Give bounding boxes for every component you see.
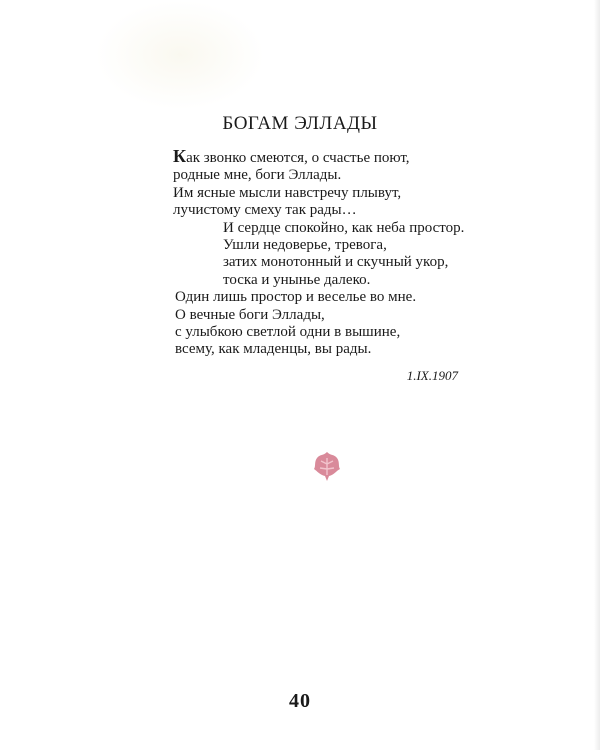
page-number: 40 [289,690,311,712]
poem-line-5: И сердце спокойно, как неба простор. [223,219,465,236]
poem-body [173,148,503,359]
poem-line-12: всему, как младенцы, вы рады. [175,341,372,358]
poem-line-1 [173,148,503,167]
poem-line-11: с улыбкою светлой одни в вышине, [175,324,401,341]
poem-date: 1.IX.1907 [406,368,458,383]
poem-line-3: Им ясные мысли навстречу плывут, [173,184,402,201]
page-bleed-through [95,0,265,110]
poem-line-9: Один лишь простор и веселье во мне. [175,289,417,306]
poem-line-7: затих монотонный и скучный укор, [223,254,449,271]
leaf-ornament-icon [312,450,342,482]
poem-line-6: Ушли недоверье, тревога, [223,237,387,254]
poem-line-10: О вечные боги Эллады, [175,306,325,323]
poem-line-8: тоска и унынье далеко. [223,271,371,288]
drop-cap: К [173,146,187,166]
poem-line-4: лучистому смеху так рады… [173,202,357,219]
poem-line-text: ак звонко смеются, о счастье поют, [186,150,410,166]
poem-title: БОГАМ ЭЛЛАДЫ [222,113,378,134]
poem-line-2: родные мне, боги Эллады. [173,167,342,184]
